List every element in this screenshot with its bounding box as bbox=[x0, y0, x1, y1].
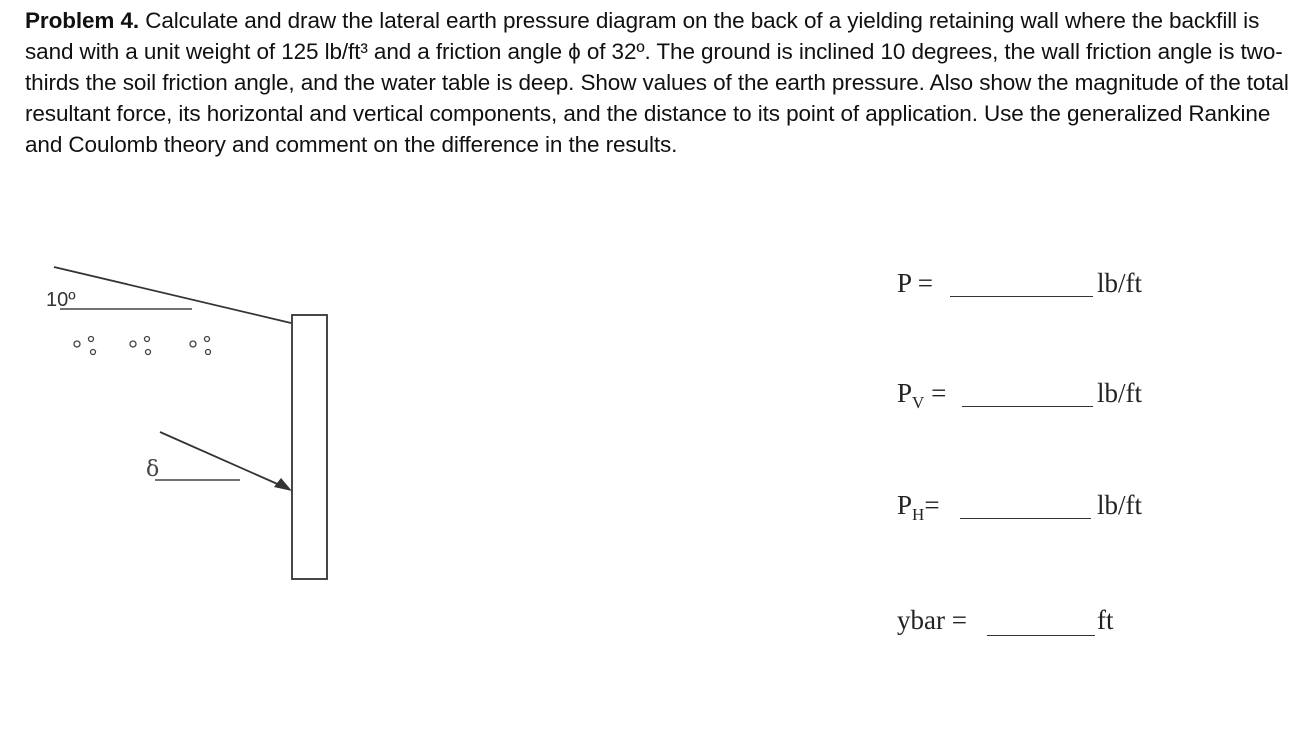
answer-ybar-unit: ft bbox=[1097, 605, 1114, 635]
answer-p-unit: lb/ft bbox=[1097, 268, 1142, 298]
wall-friction-arrow-line bbox=[160, 432, 282, 486]
answer-ph-blank[interactable] bbox=[960, 518, 1091, 519]
answer-pv-label: $P_V$ = bbox=[897, 378, 947, 412]
arrow-head bbox=[274, 478, 292, 491]
problem-text: Calculate and draw the lateral earth pressure diagram on the back of a yielding retaining wall where the backfill is sand with a unit weight of 125 lb/ft³ and a friction angle ϕ of 32º. The ground is inclined 10 degrees, the wall friction angle is two-thirds the soil friction angle, and the water table is deep. Show values of the earth pressure. Also show the magnitude of the total resultant force, its horizontal and vertical components, and the distance to its point of application. Use the generalized Rankine and Coulomb theory and comment on the difference in the results. bbox=[25, 8, 1289, 157]
answer-ph-label: $P_H=$ bbox=[897, 490, 940, 524]
answer-ybar-blank[interactable] bbox=[987, 635, 1095, 636]
answer-ph-unit: lb/ft bbox=[1097, 490, 1142, 520]
answer-pv-unit: lb/ft bbox=[1097, 378, 1142, 408]
answer-ybar-label: ybar = bbox=[897, 605, 967, 635]
problem-label: Problem 4. bbox=[25, 8, 140, 33]
sand-symbols bbox=[74, 337, 211, 355]
slope-angle-label: 10º bbox=[46, 289, 76, 311]
answer-pv-blank[interactable] bbox=[962, 406, 1093, 407]
answer-p-blank[interactable] bbox=[950, 296, 1093, 297]
answer-p-label: P = bbox=[897, 268, 933, 298]
retaining-wall bbox=[292, 315, 327, 579]
ground-slope-line bbox=[54, 267, 291, 323]
wall-friction-label: δ bbox=[146, 457, 160, 482]
